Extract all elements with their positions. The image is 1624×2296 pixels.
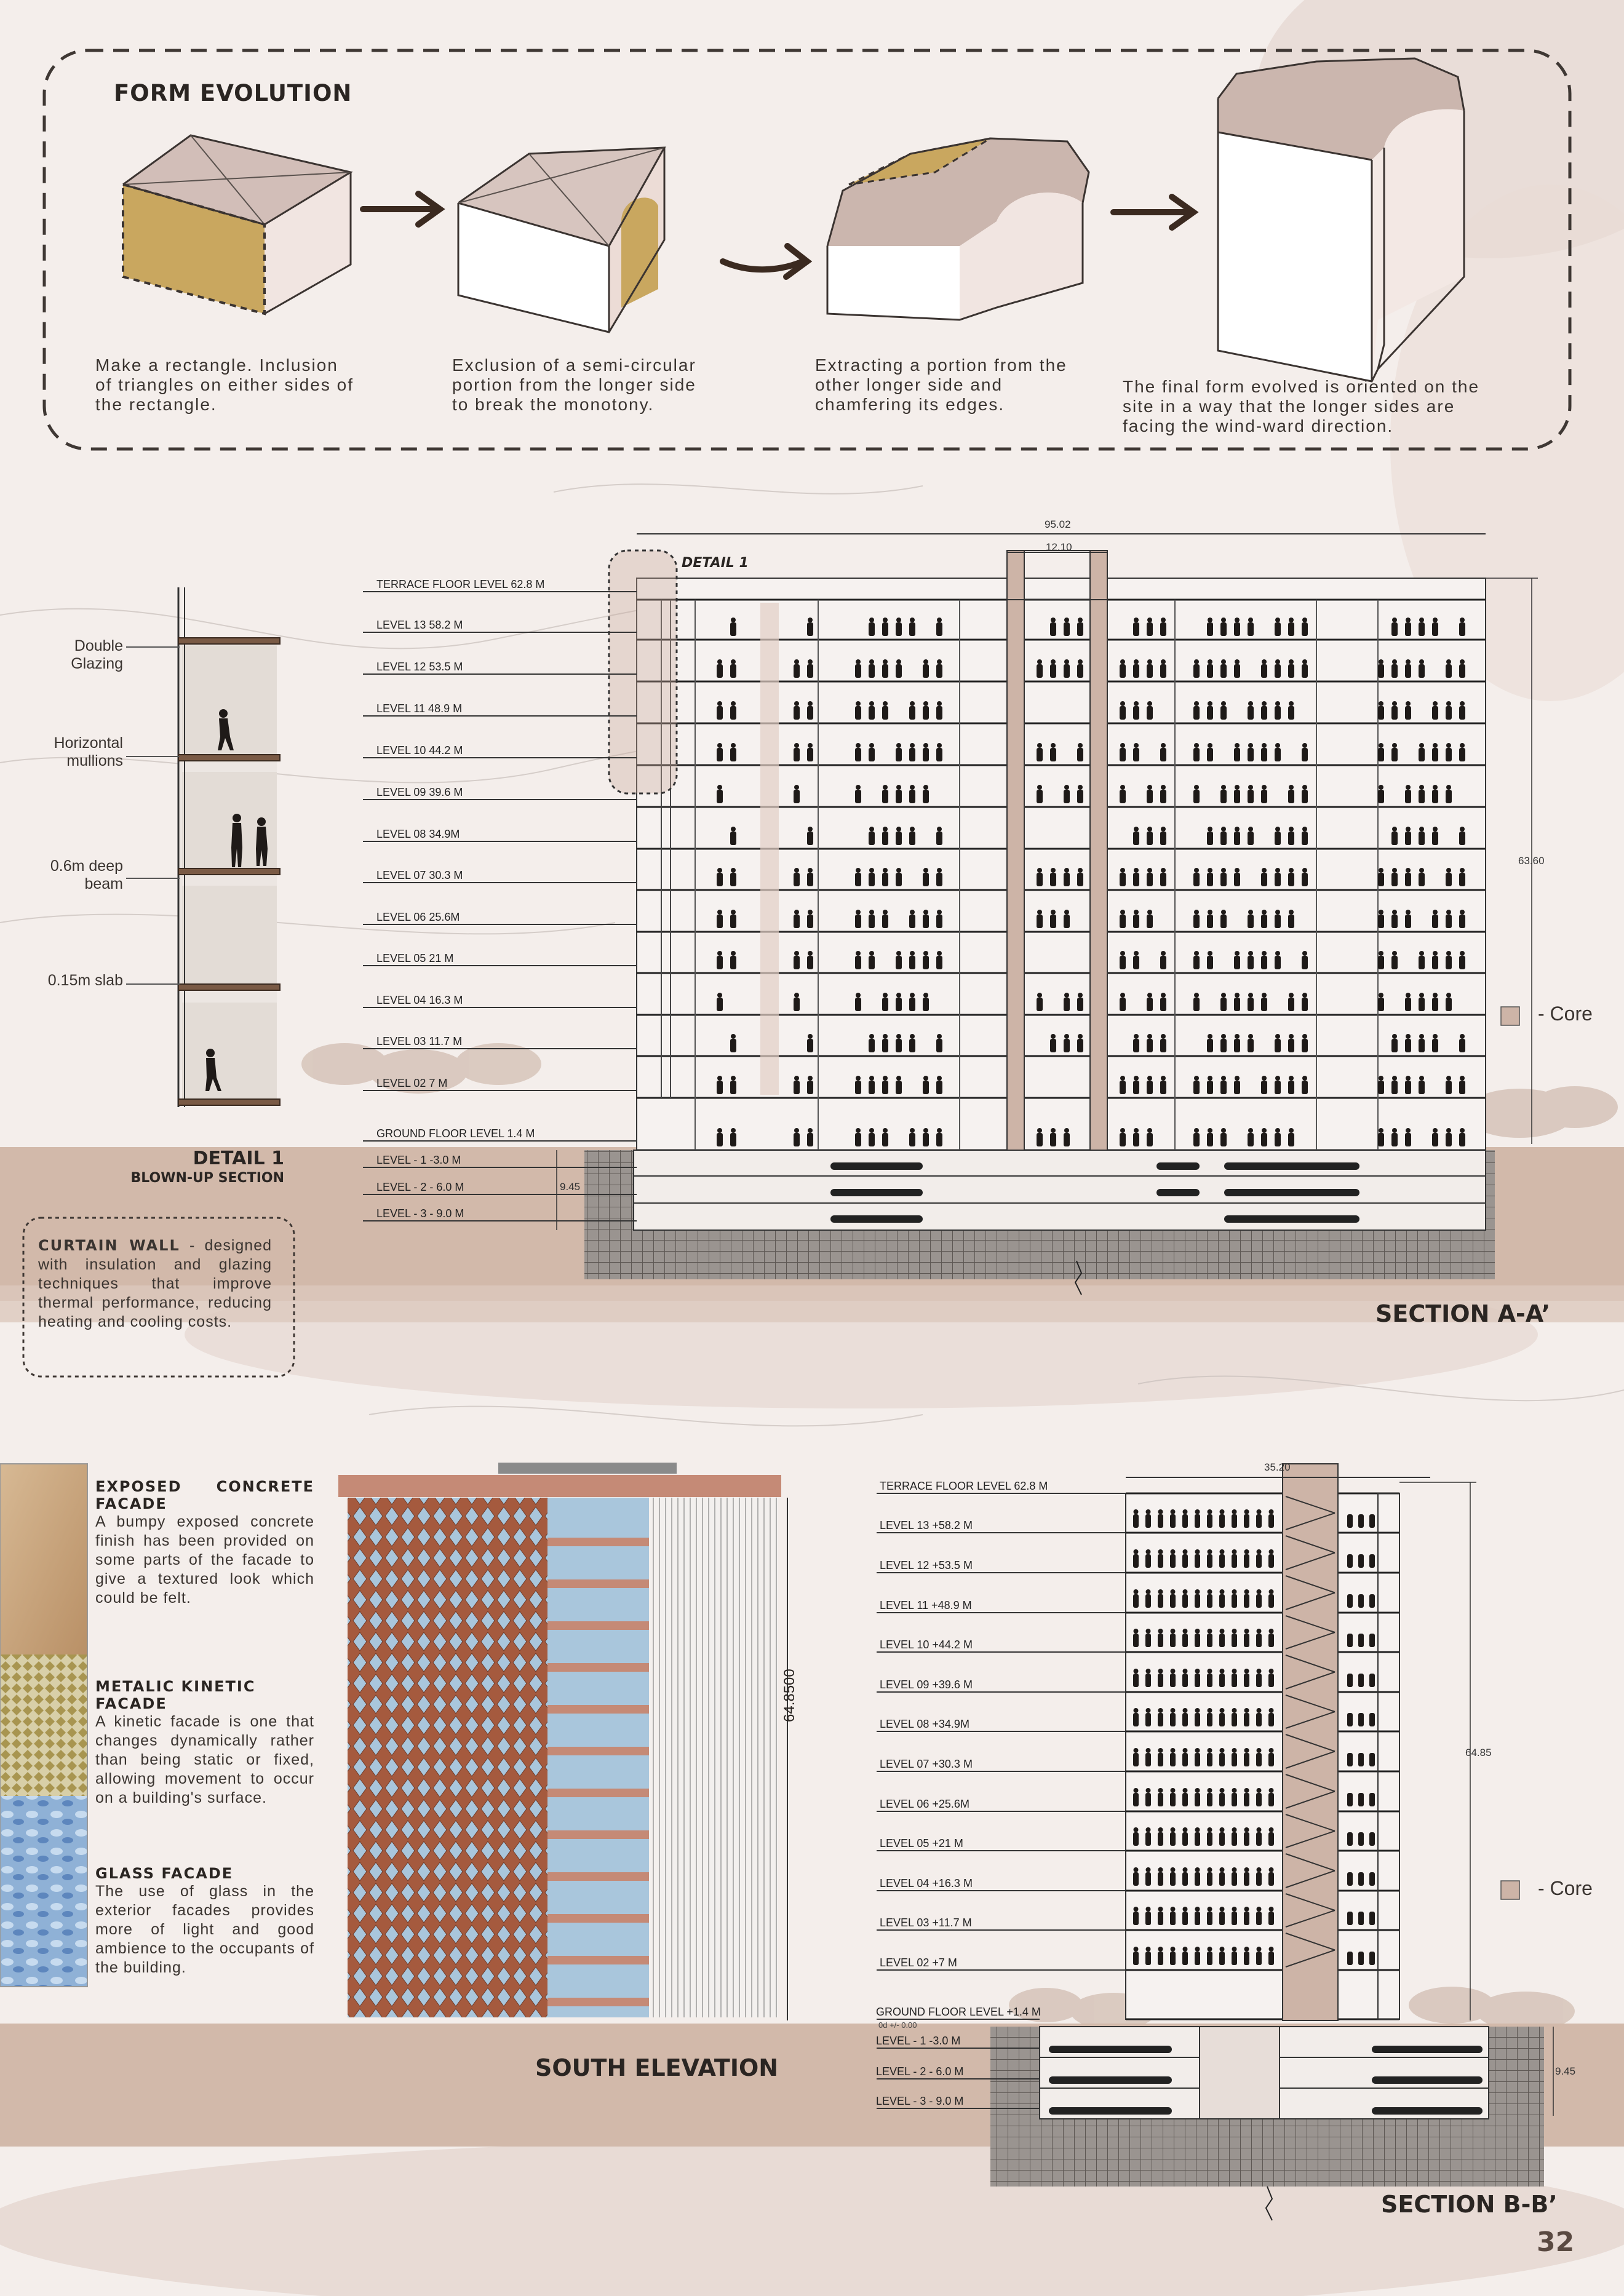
section-aa-level-7: LEVEL 07 30.3 M (376, 869, 463, 881)
section-aa-level-0: TERRACE FLOOR LEVEL 62.8 M (376, 578, 545, 590)
section-bb-width-dim: 35.20 (1264, 1461, 1291, 1473)
section-bb-level-10: LEVEL 04 +16.3 M (880, 1877, 973, 1889)
section-aa-level-2: LEVEL 12 53.5 M (376, 661, 463, 673)
section-bb-level-6: LEVEL 08 +34.9M (880, 1718, 969, 1730)
concrete-swatch (0, 1464, 87, 1654)
form-step-3-caption: Extracting a portion from the other longer side and chamfering its edges. (815, 356, 1067, 414)
section-aa-level-8: LEVEL 06 25.6M (376, 911, 460, 923)
section-bb-level-13: GROUND FLOOR LEVEL +1.4 M (876, 2006, 1041, 2018)
section-bb-level-2: LEVEL 12 +53.5 M (880, 1559, 973, 1571)
detail-subtitle: BLOWN-UP SECTION (130, 1170, 284, 1186)
section-aa-level-1: LEVEL 13 58.2 M (376, 619, 463, 631)
glass-swatch (0, 1796, 87, 1987)
material-kinetic: METALIC KINETIC FACADE A kinetic facade is one that changes dynamically rather than being static or fixed, allowing movement to occur on a building's surface. (95, 1678, 314, 1806)
form-step-3-massing (827, 138, 1089, 320)
detail-callout-label: DETAIL 1 (682, 555, 749, 571)
section-aa-level-11: LEVEL 03 11.7 M (376, 1035, 463, 1047)
section-aa-level-6: LEVEL 08 34.9M (376, 828, 460, 840)
section-aa-level-12: LEVEL 02 7 M (376, 1077, 448, 1089)
south-elevation-title: SOUTH ELEVATION (535, 2054, 779, 2081)
form-step-4-caption: The final form evolved is oriented on the site in a way that the longer sides are facing the wind-ward direction. (1123, 377, 1480, 435)
form-step-2-caption: Exclusion of a semi-circular portion from the longer side to break the monotony. (452, 356, 696, 414)
section-bb-level-8: LEVEL 06 +25.6M (880, 1798, 969, 1810)
material-concrete: EXPOSED CONCRETE FACADE A bumpy exposed concrete finish has been provided on some parts of the facade to give a textured look which could be felt. (95, 1478, 314, 1607)
annotation-beam: 0.6m deep beam (50, 857, 123, 892)
form-step-1-massing (123, 135, 351, 314)
annotation-slab: 0.15m slab (47, 972, 123, 989)
section-bb-level-9: LEVEL 05 +21 M (880, 1837, 963, 1849)
curtain-wall-text: - designed with insulation and glazing techniques that improve thermal performance, reducing heating and cooling costs. (38, 1237, 273, 1330)
section-aa-level-15: LEVEL - 2 - 6.0 M (376, 1181, 464, 1193)
form-step-2-massing (458, 148, 664, 332)
section-bb-level-1: LEVEL 13 +58.2 M (880, 1519, 973, 1531)
section-aa-width-dim: 95.02 (1045, 518, 1071, 530)
form-step-1-caption: Make a rectangle. Inclusion of triangles on either sides of the rectangle. (95, 356, 354, 414)
section-aa-title: SECTION A-A’ (1375, 1300, 1551, 1327)
section-aa-level-9: LEVEL 05 21 M (376, 952, 454, 964)
form-evolution-title: FORM EVOLUTION (114, 80, 352, 106)
section-bb-level-11: LEVEL 03 +11.7 M (880, 1917, 972, 1929)
section-aa-level-14: LEVEL - 1 -3.0 M (376, 1154, 461, 1166)
detail-title: DETAIL 1 (193, 1148, 284, 1169)
section-bb-basement-dim: 9.45 (1555, 2065, 1576, 2077)
section-aa-basement-dim: 9.45 (560, 1181, 581, 1193)
section-aa-level-13: GROUND FLOOR LEVEL 1.4 M (376, 1127, 535, 1140)
section-bb-level-3: LEVEL 11 +48.9 M (880, 1599, 972, 1611)
material-glass: GLASS FACADE The use of glass in the exterior facades provides more of light and good ambience to the occupants of the building. (95, 1865, 314, 1976)
page-number: 32 (1537, 2226, 1575, 2258)
section-aa-level-10: LEVEL 04 16.3 M (376, 994, 463, 1006)
section-bb-level-15: LEVEL - 2 - 6.0 M (876, 2065, 964, 2078)
annotation-double-glazing: Double Glazing (71, 637, 123, 672)
section-aa-height-dim: 63.60 (1518, 855, 1545, 867)
elevation-height-dim: 64.8500 (781, 1669, 798, 1722)
annotation-horizontal-mullions: Horizontal mullions (54, 734, 123, 769)
section-bb-level-7: LEVEL 07 +30.3 M (880, 1758, 973, 1770)
curtain-wall-heading: CURTAIN WALL (38, 1237, 180, 1254)
section-bb-level-0: TERRACE FLOOR LEVEL 62.8 M (880, 1480, 1048, 1492)
section-bb-level-14: LEVEL - 1 -3.0 M (876, 2035, 961, 2047)
kinetic-swatch (0, 1654, 87, 1796)
section-aa-level-4: LEVEL 10 44.2 M (376, 744, 463, 757)
detail-1-drawing (126, 587, 280, 1107)
section-bb-level-4: LEVEL 10 +44.2 M (880, 1639, 973, 1651)
section-bb-level-12: LEVEL 02 +7 M (880, 1956, 957, 1969)
section-bb-level-16: LEVEL - 3 - 9.0 M (876, 2095, 964, 2107)
section-aa-core-legend: - Core (1538, 1003, 1593, 1025)
section-aa-level-5: LEVEL 09 39.6 M (376, 786, 463, 798)
section-bb-height-dim: 64.85 (1465, 1747, 1492, 1758)
curtain-wall-note (38, 1236, 272, 1332)
section-aa-core-dim: 12.10 (1046, 541, 1072, 553)
section-bb-title: SECTION B-B’ (1381, 2191, 1558, 2218)
south-elevation-drawing (338, 1463, 787, 2020)
section-bb-datum-note: 0d +/- 0.00 (878, 2020, 917, 2030)
section-bb-level-5: LEVEL 09 +39.6 M (880, 1678, 973, 1691)
section-bb-core-legend: - Core (1538, 1877, 1593, 1899)
section-aa-level-16: LEVEL - 3 - 9.0 M (376, 1207, 464, 1220)
section-aa-level-3: LEVEL 11 48.9 M (376, 702, 463, 715)
